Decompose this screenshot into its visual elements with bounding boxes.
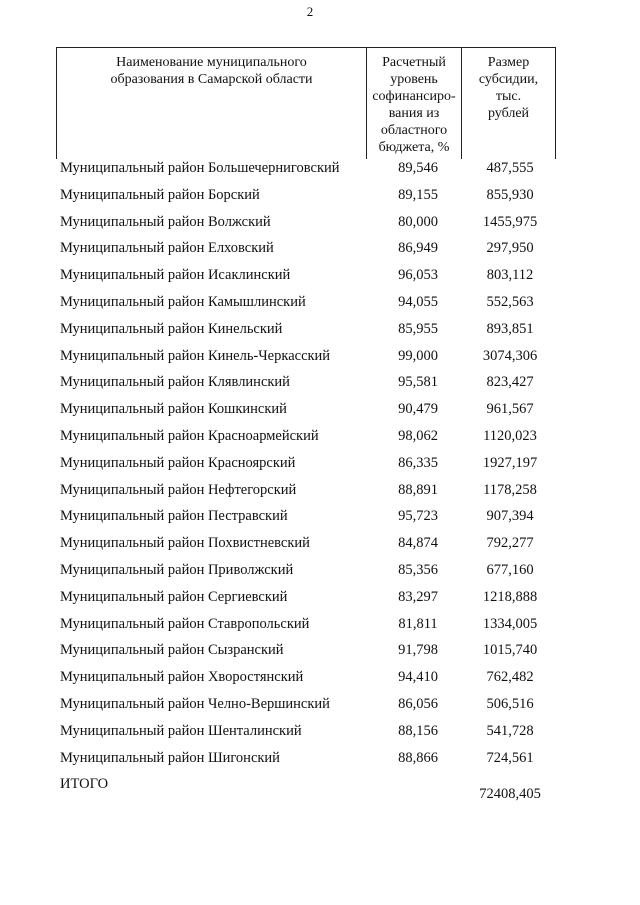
municipality-name-cell: Муниципальный район Челно-Вершинский: [60, 695, 330, 712]
subsidy-amount-cell: 961,567: [486, 401, 534, 418]
cofinancing-rate-cell: 83,297: [398, 588, 438, 605]
header-rate-line: Расчетный: [382, 55, 446, 70]
table-row: [0, 187, 640, 214]
subsidy-amount-cell: 1455,975: [482, 213, 538, 230]
header-subsidy-line: Размер: [487, 55, 530, 70]
header-subsidy-line: субсидии,: [478, 72, 539, 87]
municipality-name-cell: Муниципальный район Красноармейский: [60, 427, 319, 444]
header-rate-line: областного: [380, 123, 448, 138]
municipality-name-cell: Муниципальный район Сергиевский: [60, 588, 288, 605]
cofinancing-rate-cell: 88,156: [398, 722, 438, 739]
cofinancing-rate-cell: 86,056: [398, 695, 438, 712]
table-row: [0, 535, 640, 562]
municipality-name-cell: Муниципальный район Большечерниговский: [60, 160, 340, 176]
cofinancing-rate-cell: 94,055: [398, 293, 438, 310]
municipality-name-cell: Муниципальный район Сызранский: [60, 642, 284, 659]
total-label: ИТОГО: [60, 776, 109, 792]
cofinancing-rate-cell: 99,000: [398, 347, 438, 364]
municipality-name-cell: Муниципальный район Пестравский: [60, 508, 288, 525]
cofinancing-rate-cell: 94,410: [398, 669, 438, 686]
municipality-name-cell: Муниципальный район Кошкинский: [60, 401, 287, 418]
table-row: [0, 562, 640, 589]
municipality-name-cell: Муниципальный район Елховский: [60, 240, 274, 257]
cofinancing-rate-cell: 88,866: [398, 749, 438, 766]
header-name-line: образования в Самарской области: [110, 72, 313, 87]
table-row: [0, 482, 640, 509]
header-cofinancing-rate: [367, 48, 462, 159]
municipality-name-cell: Муниципальный район Шигонский: [60, 749, 280, 766]
cofinancing-rate-cell: 96,053: [398, 267, 438, 284]
cofinancing-rate-cell: 80,000: [398, 213, 438, 230]
table-row: [0, 321, 640, 348]
header-subsidy-line: рублей: [487, 106, 530, 121]
subsidy-amount-cell: 1334,005: [482, 615, 538, 632]
municipality-name-cell: Муниципальный район Клявлинский: [60, 374, 290, 391]
total-value: 72408,405: [479, 786, 541, 802]
cofinancing-rate-cell: 86,335: [398, 454, 438, 471]
subsidy-amount-cell: 506,516: [486, 695, 534, 712]
subsidy-amount-cell: 677,160: [486, 561, 534, 578]
subsidy-amount-cell: 541,728: [486, 722, 534, 739]
cofinancing-rate-cell: 84,874: [398, 535, 438, 552]
table-row: [0, 294, 640, 321]
table-body: [0, 160, 640, 776]
municipality-name-cell: Муниципальный район Хворостянский: [60, 669, 304, 686]
subsidy-amount-cell: 893,851: [486, 320, 534, 337]
table-row: [0, 160, 640, 187]
table-row: [0, 267, 640, 294]
cofinancing-rate-cell: 85,955: [398, 320, 438, 337]
table-row: [0, 642, 640, 669]
municipality-name-cell: Муниципальный район Борский: [60, 186, 260, 203]
subsidy-amount-cell: 487,555: [486, 160, 534, 176]
cofinancing-rate-cell: 88,891: [398, 481, 438, 498]
municipality-name-cell: Муниципальный район Красноярский: [60, 454, 296, 471]
municipality-name-cell: Муниципальный район Волжский: [60, 213, 271, 230]
header-rate-line: бюджета, %: [378, 140, 450, 155]
table-row: [0, 214, 640, 241]
header-municipality-name: [57, 48, 367, 159]
subsidy-amount-cell: 1015,740: [482, 642, 538, 659]
subsidy-amount-cell: 1218,888: [482, 588, 538, 605]
table-row: [0, 696, 640, 723]
header-subsidy-amount: [462, 48, 555, 159]
table-row: [0, 428, 640, 455]
cofinancing-rate-cell: 86,949: [398, 240, 438, 257]
cofinancing-rate-cell: 90,479: [398, 401, 438, 418]
page-number: 2: [306, 4, 314, 19]
cofinancing-rate-cell: 89,546: [398, 160, 438, 176]
municipality-name-cell: Муниципальный район Кинель-Черкасский: [60, 347, 331, 364]
cofinancing-rate-cell: 95,723: [398, 508, 438, 525]
subsidy-amount-cell: 855,930: [486, 186, 534, 203]
table-row: [0, 348, 640, 375]
subsidy-amount-cell: 907,394: [486, 508, 534, 525]
subsidy-amount-cell: 297,950: [486, 240, 534, 257]
header-rate-line: уровень: [390, 72, 438, 87]
table-row: [0, 401, 640, 428]
subsidy-amount-cell: 1927,197: [482, 454, 538, 471]
subsidy-amount-cell: 1120,023: [483, 427, 537, 444]
table-row: [0, 669, 640, 696]
municipality-name-cell: Муниципальный район Камышлинский: [60, 293, 306, 310]
subsidy-amount-cell: 552,563: [486, 293, 534, 310]
header-name-line: Наименование муниципального: [116, 55, 307, 70]
table-row: [0, 723, 640, 750]
header-rate-line: вания из: [388, 106, 440, 121]
cofinancing-rate-cell: 98,062: [398, 427, 438, 444]
table-row: [0, 750, 640, 777]
table-row: [0, 240, 640, 267]
cofinancing-rate-cell: 95,581: [398, 374, 438, 391]
subsidy-amount-cell: 762,482: [486, 669, 534, 686]
cofinancing-rate-cell: 85,356: [398, 561, 438, 578]
table-row: [0, 589, 640, 616]
subsidy-amount-cell: 823,427: [486, 374, 534, 391]
cofinancing-rate-cell: 91,798: [398, 642, 438, 659]
subsidy-amount-cell: 1178,258: [483, 481, 537, 498]
subsidy-amount-cell: 724,561: [486, 749, 534, 766]
table-header: [56, 47, 556, 159]
municipality-name-cell: Муниципальный район Нефтегорский: [60, 481, 297, 498]
table-row: [0, 508, 640, 535]
subsidy-amount-cell: 3074,306: [482, 347, 538, 364]
municipality-name-cell: Муниципальный район Исаклинский: [60, 267, 291, 284]
header-subsidy-line: тыс.: [495, 89, 522, 104]
subsidy-amount-cell: 803,112: [486, 267, 534, 284]
subsidy-amount-cell: 792,277: [486, 535, 534, 552]
cofinancing-rate-cell: 81,811: [398, 615, 438, 632]
cofinancing-rate-cell: 89,155: [398, 186, 438, 203]
table-row: [0, 616, 640, 643]
municipality-name-cell: Муниципальный район Приволжский: [60, 561, 294, 578]
table-row: [0, 374, 640, 401]
municipality-name-cell: Муниципальный район Ставропольский: [60, 615, 310, 632]
municipality-name-cell: Муниципальный район Похвистневский: [60, 535, 310, 552]
header-rate-line: софинансиро-: [372, 89, 456, 104]
table-row: [0, 455, 640, 482]
municipality-name-cell: Муниципальный район Шенталинский: [60, 722, 302, 739]
municipality-name-cell: Муниципальный район Кинельский: [60, 320, 283, 337]
